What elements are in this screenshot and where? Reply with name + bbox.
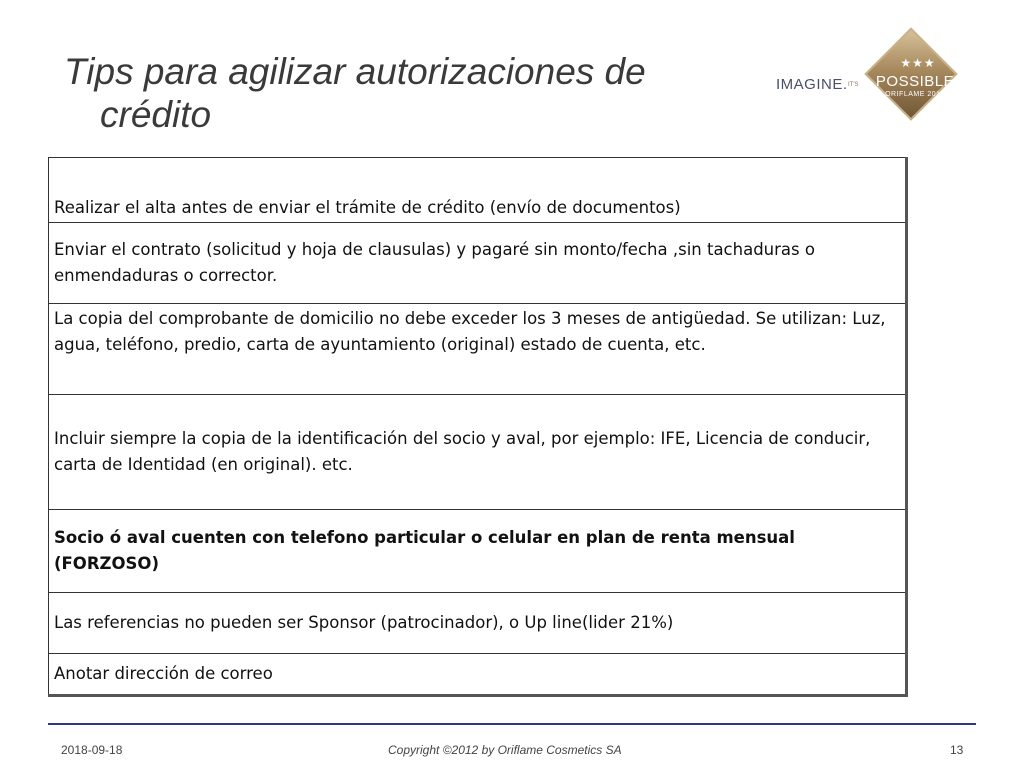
tip-cell: La copia del comprobante de domicilio no debe exceder los 3 meses de antigüedad. Se utilizan: Luz, agua, teléfono, predio, carta de ayuntamiento (original) estado de cuenta, etc. [49, 304, 907, 395]
slide-title-line-1: Tips para agilizar autorizaciones de [64, 51, 646, 92]
tip-cell: Las referencias no pueden ser Sponsor (patrocinador), o Up line(lider 21%) [49, 593, 907, 654]
table-row [49, 304, 907, 395]
tip-cell: Enviar el contrato (solicitud y hoja de clausulas) y pagaré sin monto/fecha ,sin tachaduras o enmendaduras o corrector. [49, 223, 907, 304]
tips-table [48, 157, 908, 697]
logo-oriflame-text: ORIFLAME 2012 [885, 91, 945, 98]
logo-imagine-text: IMAGINE. [776, 76, 848, 93]
table-row [49, 593, 907, 654]
slide-title-line-2: crédito [100, 94, 212, 135]
tip-cell: Socio ó aval cuenten con telefono particular o celular en plan de renta mensual (FORZOSO) [49, 510, 907, 593]
footer-date: 2018-09-18 [61, 743, 123, 757]
tip-cell: Anotar dirección de correo [49, 654, 907, 696]
table-row [49, 510, 907, 593]
logo-stars-icon: ★★★ [900, 56, 936, 70]
logo-its-text: IT'S [848, 82, 859, 88]
oriflame-logo [776, 36, 966, 136]
logo-possible-text: POSSIBLE [875, 73, 955, 90]
tip-cell: Incluir siempre la copia de la identificación del socio y aval, por ejemplo: IFE, Licencia de conducir, carta de Identidad (en original). etc. [49, 395, 907, 510]
table-row [49, 395, 907, 510]
tip-cell: Realizar el alta antes de enviar el trámite de crédito (envío de documentos) [49, 158, 907, 223]
table-row [49, 223, 907, 304]
table-row [49, 158, 907, 223]
slide-title [64, 50, 744, 136]
footer-divider [48, 723, 976, 725]
table-row [49, 654, 907, 696]
footer-copyright: Copyright ©2012 by Oriflame Cosmetics SA [388, 743, 622, 757]
footer-page-number: 13 [950, 743, 964, 757]
